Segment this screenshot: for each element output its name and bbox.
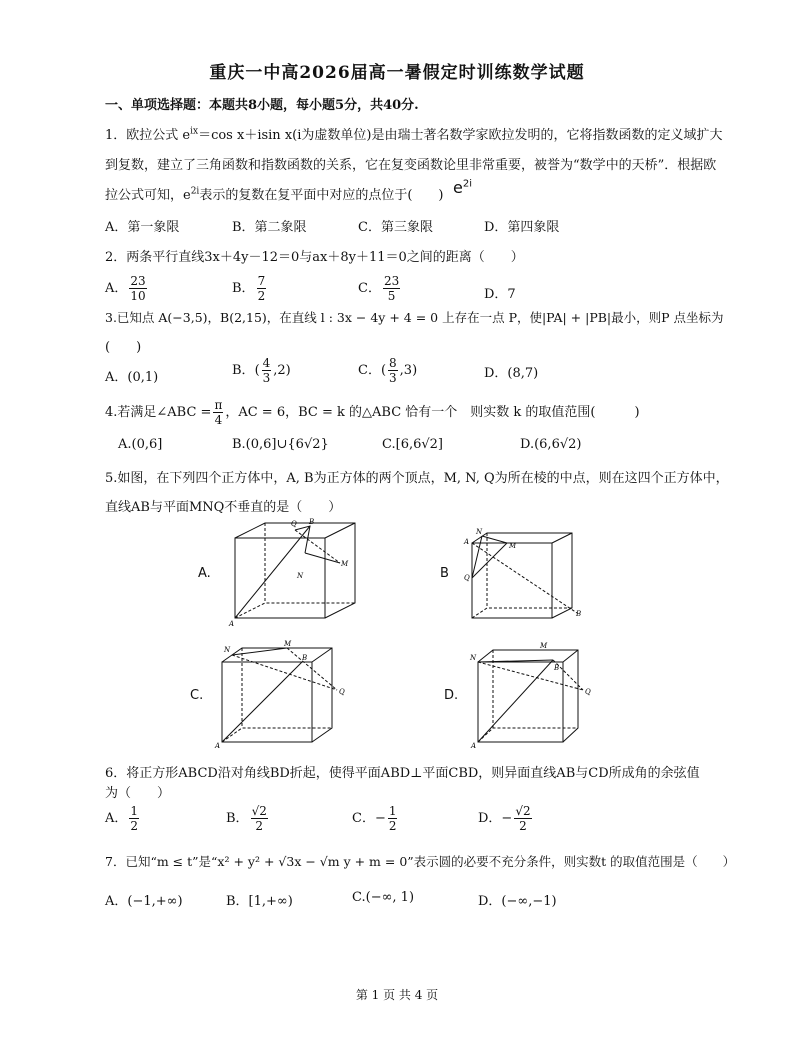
q7-option-d: D．(−∞,−1): [478, 894, 557, 909]
cube-a-label: A.: [198, 566, 211, 581]
cube-a-vertex-q: Q: [291, 520, 297, 528]
cube-d-vertex-a: A: [471, 742, 477, 750]
cube-c-vertex-n: N: [224, 646, 231, 654]
cube-d-vertex-m: M: [540, 642, 548, 650]
q2-option-c: C． $\frac{23}{5}$: [358, 274, 400, 303]
cube-d-vertex-n: N: [470, 654, 477, 662]
q3-option-d: D．(8,7): [484, 366, 539, 381]
q1-line2: 到复数，建立了三角函数和指数函数的关系，它在复变函数论里非常重要，被誉为“数学中的天桥”．根据欧: [105, 158, 717, 173]
cube-a-vertex-b: B: [309, 518, 315, 526]
q3-option-c: C．( $\frac{8}{3}$ ,3): [358, 356, 418, 385]
q1-line3: 拉公式可知，$e^{2i}$表示的复数在复平面中对应的点位于( ): [105, 186, 444, 203]
cube-d-vertex-b: B: [554, 664, 560, 672]
cube-c-label: C.: [190, 688, 204, 703]
q6-option-c: C．− $\frac{1}{2}$: [352, 804, 397, 833]
cube-c-vertex-q: Q: [339, 688, 345, 696]
cube-d-vertex-q: Q: [585, 688, 591, 696]
cube-b-vertex-q: Q: [464, 574, 470, 582]
q4-option-c: C.[6,6√2]: [382, 437, 443, 452]
q2-text: 2．两条平行直线3x＋4y－12＝0与ax＋8y＋11＝0之间的距离（ ）: [105, 250, 524, 265]
page-title: 重庆一中高2026届高一暑假定时训练数学试题: [209, 63, 585, 83]
q6-option-b: B． $\frac{√2}{2}$: [226, 804, 267, 833]
q1-option-d: D．第四象限: [484, 220, 560, 235]
q1-option-b: B．第二象限: [232, 220, 307, 235]
cube-b-label: B: [440, 566, 449, 581]
cube-b-vertex-m: M: [509, 542, 517, 550]
cube-d-label: D.: [444, 688, 459, 703]
q7-option-a: A．(−1,+∞): [105, 894, 183, 909]
page-footer: 第 1 页 共 4 页: [355, 988, 439, 1002]
q2-option-b: B． $\frac{7}{2}$: [232, 274, 266, 303]
cube-b-vertex-a: A: [464, 538, 470, 546]
q4-option-b: B.(0,6]∪{6√2}: [232, 437, 329, 452]
cube-b-figure: [462, 528, 582, 628]
cube-c-vertex-m: M: [284, 640, 292, 648]
cube-c-vertex-a: A: [215, 742, 221, 750]
q7-option-b: B．[1,+∞): [226, 894, 293, 909]
q4-text: 4.若满足∠ABC = $\frac{\pi}{4}$ ，AC = 6，BC = k 的△ABC 恰有一个 则实数 k 的取值范围( ): [105, 398, 640, 427]
cube-b-vertex-n: N: [476, 528, 483, 536]
q3-option-b: B．( $\frac{4}{3}$ ,2): [232, 356, 291, 385]
q3-line2: ( ): [105, 340, 142, 355]
cube-d-figure: [468, 640, 598, 750]
cube-a-vertex-n: N: [297, 572, 304, 580]
q7-option-c: C.(−∞, 1): [352, 890, 415, 905]
cube-c-figure: [212, 640, 352, 750]
cube-a-figure: [225, 518, 365, 628]
q6-line2: 为（ ）: [105, 786, 171, 801]
q6-line1: 6．将正方形ABCD沿对角线BD折起，使得平面ABD⊥平面CBD，则异面直线AB与CD所成角的余弦值: [105, 766, 700, 781]
q5-line2: 直线AB与平面MNQ不垂直的是（ ）: [105, 500, 342, 515]
cube-c-vertex-b: B: [302, 654, 308, 662]
q4-option-a: A.(0,6]: [118, 437, 163, 452]
q4-option-d: D.(6,6√2): [520, 437, 582, 452]
q3-line1: 3.已知点 A(−3,5)，B(2,15)，在直线 l : 3x − 4y + 4 = 0 上存在一点 P，使|PA| + |PB|最小，则P 点坐标为: [105, 310, 724, 325]
q5-line1: 5.如图，在下列四个正方体中，A, B为正方体的两个顶点，M, N, Q为所在棱的中点，则在这四个正方体中，: [105, 471, 729, 486]
q2-option-a: A． $\frac{23}{10}$: [105, 274, 146, 303]
q1-line1: 1．欧拉公式 $e^{ix}=\cos$ x＋isin x(i为虚数单位)是由瑞士著名数学家欧拉发明的，它将指数函数的定义域扩大: [105, 126, 723, 143]
section-heading: 一、单项选择题：本题共8小题，每小题5分，共40分.: [105, 98, 419, 113]
q3-option-a: A．(0,1): [105, 370, 159, 385]
q1-option-c: C．第三象限: [358, 220, 433, 235]
cube-a-vertex-m: M: [341, 560, 349, 568]
q6-option-a: A． $\frac{1}{2}$: [105, 804, 139, 833]
q1-option-a: A．第一象限: [105, 220, 180, 235]
cube-b-vertex-b: B: [576, 610, 582, 618]
q6-option-d: D．− $\frac{√2}{2}$: [478, 804, 531, 833]
cube-a-vertex-a: A: [229, 620, 235, 628]
q7-text: 7．已知“m ≤ t”是“x² + y² + √3x − √m y + m = 0”表示圆的必要不充分条件，则实数t 的取值范围是（ ）: [105, 854, 736, 869]
q2-option-d: D．7: [484, 287, 516, 302]
handwritten-note: $e^{2i}$: [453, 178, 472, 197]
